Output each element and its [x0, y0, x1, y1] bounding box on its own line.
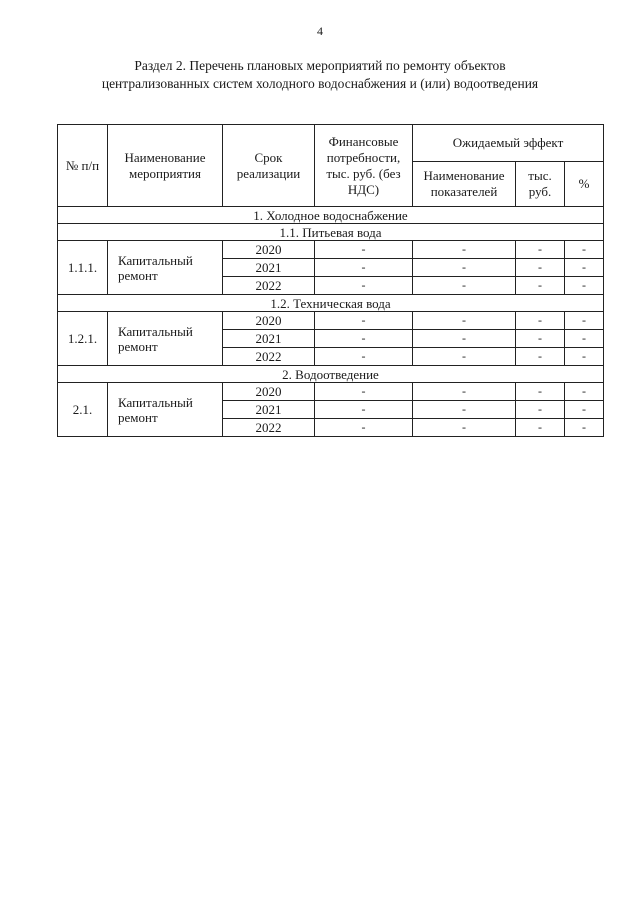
- subsection-row: [58, 295, 604, 312]
- section-row: [58, 207, 604, 224]
- indicators-cell: -: [413, 277, 516, 295]
- thousand-cell: -: [516, 383, 565, 401]
- percent-cell: -: [565, 259, 604, 277]
- percent-cell: -: [565, 348, 604, 366]
- table-body: [58, 207, 604, 437]
- table-row: [58, 312, 604, 330]
- indicators-cell: -: [413, 348, 516, 366]
- subsection-title: 1.1. Питьевая вода: [58, 224, 604, 241]
- year-cell: 2022: [223, 419, 315, 437]
- header-name: Наименование мероприятия: [108, 125, 223, 207]
- year-cell: 2020: [223, 241, 315, 259]
- indicators-cell: -: [413, 259, 516, 277]
- subsection-row: [58, 224, 604, 241]
- percent-cell: -: [565, 330, 604, 348]
- year-cell: 2021: [223, 259, 315, 277]
- year-cell: 2021: [223, 330, 315, 348]
- section-heading: Раздел 2. Перечень плановых мероприятий по ремонту объектов централизованных систем холодного водоснабжения и (или) водоотведения: [101, 58, 539, 91]
- finance-cell: -: [315, 401, 413, 419]
- thousand-cell: -: [516, 277, 565, 295]
- indicators-cell: -: [413, 383, 516, 401]
- indicators-cell: -: [413, 312, 516, 330]
- subsection-title: 1.2. Техническая вода: [58, 295, 604, 312]
- finance-cell: -: [315, 259, 413, 277]
- indicators-cell: -: [413, 401, 516, 419]
- year-cell: 2022: [223, 348, 315, 366]
- finance-cell: -: [315, 241, 413, 259]
- thousand-cell: -: [516, 259, 565, 277]
- section-title: 1. Холодное водоснабжение: [58, 207, 604, 224]
- item-number: 2.1.: [58, 383, 108, 437]
- percent-cell: -: [565, 312, 604, 330]
- item-name: Капитальный ремонт: [108, 241, 223, 295]
- item-name: Капитальный ремонт: [108, 312, 223, 366]
- header-thousand: тыс. руб.: [516, 162, 565, 207]
- indicators-cell: -: [413, 241, 516, 259]
- year-cell: 2020: [223, 383, 315, 401]
- finance-cell: -: [315, 419, 413, 437]
- year-cell: 2021: [223, 401, 315, 419]
- percent-cell: -: [565, 419, 604, 437]
- finance-cell: -: [315, 312, 413, 330]
- thousand-cell: -: [516, 401, 565, 419]
- finance-cell: -: [315, 330, 413, 348]
- thousand-cell: -: [516, 419, 565, 437]
- finance-cell: -: [315, 277, 413, 295]
- item-name: Капитальный ремонт: [108, 383, 223, 437]
- percent-cell: -: [565, 383, 604, 401]
- header-percent: %: [565, 162, 604, 207]
- percent-cell: -: [565, 277, 604, 295]
- table-row: [58, 241, 604, 259]
- header-term: Срок реализации: [223, 125, 315, 207]
- item-number: 1.2.1.: [58, 312, 108, 366]
- header-effect: Ожидаемый эффект: [413, 125, 604, 162]
- page-number: 4: [317, 24, 323, 38]
- item-number: 1.1.1.: [58, 241, 108, 295]
- thousand-cell: -: [516, 312, 565, 330]
- header-indicators: Наименование показателей: [413, 162, 516, 207]
- indicators-cell: -: [413, 330, 516, 348]
- finance-cell: -: [315, 383, 413, 401]
- thousand-cell: -: [516, 348, 565, 366]
- thousand-cell: -: [516, 330, 565, 348]
- plan-table: [57, 124, 604, 437]
- header-finance: Финансовые потребности, тыс. руб. (без НДС): [315, 125, 413, 207]
- year-cell: 2022: [223, 277, 315, 295]
- section-title: 2. Водоотведение: [58, 366, 604, 383]
- thousand-cell: -: [516, 241, 565, 259]
- table-row: [58, 383, 604, 401]
- finance-cell: -: [315, 348, 413, 366]
- header-num: № п/п: [58, 125, 108, 207]
- indicators-cell: -: [413, 419, 516, 437]
- section-row: [58, 366, 604, 383]
- percent-cell: -: [565, 241, 604, 259]
- year-cell: 2020: [223, 312, 315, 330]
- percent-cell: -: [565, 401, 604, 419]
